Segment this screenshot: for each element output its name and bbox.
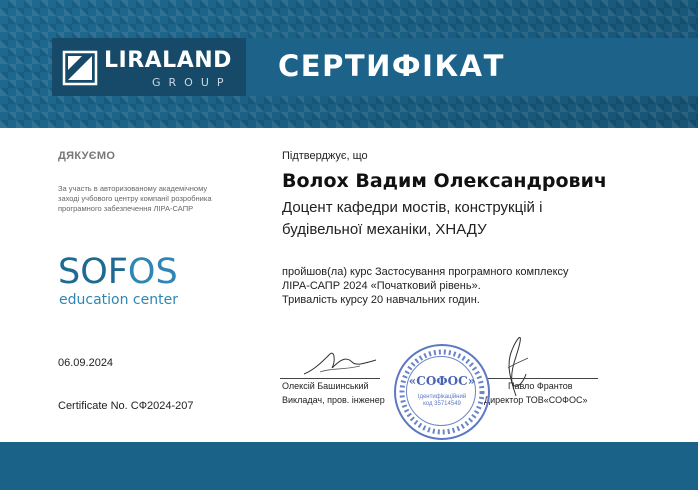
signature-line-left <box>280 378 380 379</box>
liraland-mark-icon <box>62 50 98 86</box>
certificate-title: СЕРТИФІКАТ <box>278 49 505 83</box>
sofos-wordmark <box>58 252 178 292</box>
header-banner <box>0 0 698 128</box>
signature-line-right <box>488 378 598 379</box>
stamp-code-line-1: Ідентифікаційний <box>417 394 467 400</box>
thanks-heading: ДЯКУЄМО <box>58 150 116 162</box>
issue-date: 06.09.2024 <box>58 357 114 369</box>
sofos-word-part2: OS <box>127 252 178 292</box>
stamp-ring-text-icon <box>394 344 490 440</box>
certificate-number: Certificate No. СФ2024-207 <box>58 400 194 412</box>
liraland-logo <box>52 38 246 96</box>
course-line-3: Тривалість курсу 20 навчальних годин. <box>282 294 480 306</box>
title-box <box>246 38 698 96</box>
sofos-logo <box>58 252 188 312</box>
course-line-2: ЛІРА-САПР 2024 «Початковий рівень». <box>282 280 481 292</box>
logo-name: LIRALAND <box>104 48 232 73</box>
course-description <box>282 265 622 307</box>
sofos-tagline: education center <box>59 292 178 308</box>
person-position: Доцент кафедри мостів, конструкцій і будівельної механіки, ХНАДУ <box>282 199 543 238</box>
company-stamp <box>394 344 490 440</box>
logo-subtitle: GROUP <box>152 76 232 89</box>
confirm-label: Підтверджує, що <box>282 150 368 162</box>
sofos-word-part1: SOF <box>58 252 128 292</box>
person-name: Волох Вадим Олександрович <box>282 170 607 192</box>
signer-left-name: Олексій Башинський <box>282 381 369 391</box>
signer-right-role: Директор ТОВ«СОФОС» <box>484 395 588 405</box>
signature-left-icon <box>300 342 380 382</box>
stamp-main-text: «СОФОС» <box>408 374 476 388</box>
signer-left-role: Викладач, пров. інженер <box>282 395 385 405</box>
stamp-code-line-2: код 35714549 <box>423 401 461 407</box>
signer-right-name: Павло Франтов <box>508 381 573 391</box>
course-line-1: пройшов(ла) курс Застосування програмного комплексу <box>282 266 569 278</box>
thanks-text: За участь в авторизованому академічному заході учбового центру компанії розробника програмного забезпечення ЛІРА-САПР <box>58 184 212 213</box>
footer-band <box>0 442 698 490</box>
